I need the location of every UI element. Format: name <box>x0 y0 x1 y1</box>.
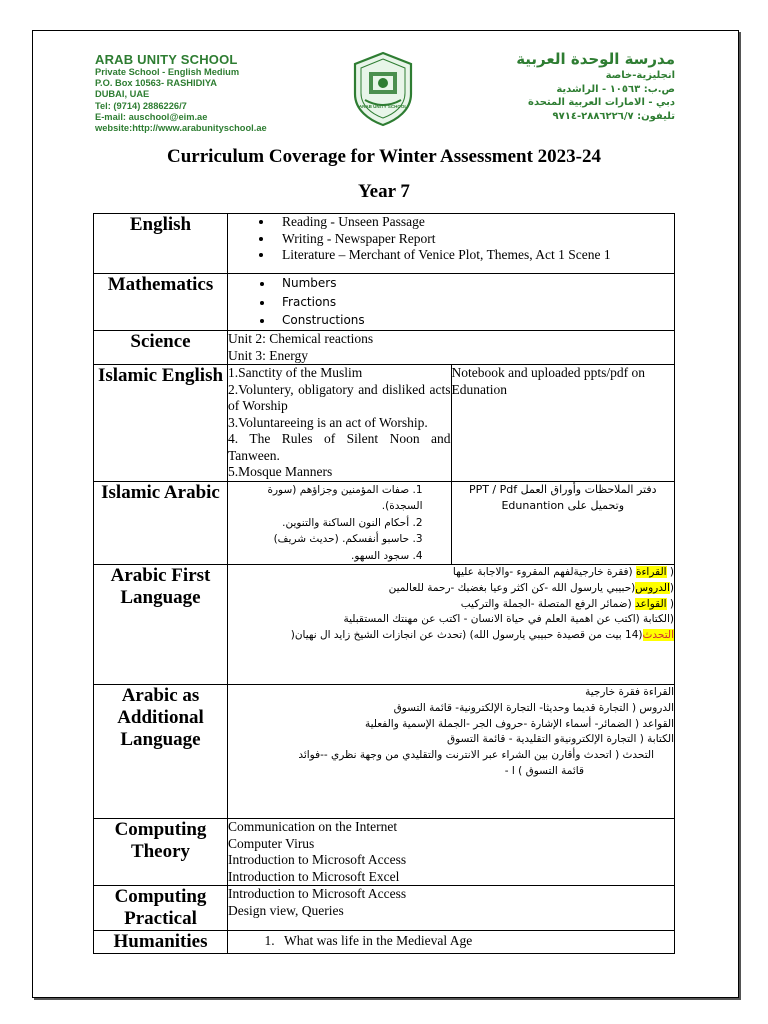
row-islamic-arabic <box>94 481 675 565</box>
topic-text: (الكتابة (اكتب عن اهمية العلم في حياة الانسان - اكتب عن مهنتك المستقبلية <box>343 613 674 626</box>
highlight-label: القواعد <box>635 597 667 610</box>
topic-line: (الدروس(حبيبي يارسول الله -كن اكثر وعيا بغضبك -رحمة للعالمين <box>388 581 674 594</box>
topic-line: 1. صفات المؤمنين وجزاؤهم (سورة السجدة). <box>267 483 423 512</box>
topic-line: ( القراءة (فقرة خارجيةلفهم المقروء -والاجابة عليها <box>452 566 674 578</box>
header-line-ar: ص.ب: ١٠٥٦٣ - الراشدية <box>556 83 675 95</box>
topic-line: 2.Voluntery, obligatory and disliked acts of Worship <box>228 381 451 413</box>
subject-content <box>228 565 675 685</box>
topic-line: Introduction to Microsoft Access <box>228 886 407 901</box>
topic-line: القراءة فقرة خارجية <box>585 686 674 698</box>
topic-line: 3. حاسبو أنفسكم. (حديث شريف) <box>273 533 423 545</box>
header-line: DUBAI, UAE <box>95 89 150 100</box>
header-line: E-mail: auschool@eim.ae <box>95 111 208 122</box>
resources-cell: دفتر الملاحظات وأوراق العمل PPT / Pdf وتحميل على Edunantion <box>451 481 675 565</box>
topic-text: (فقرة خارجيةلفهم المقروء -والاجابة عليها <box>452 566 636 578</box>
topic-line: Introduction to Microsoft Access <box>228 852 407 867</box>
subject-content <box>228 331 675 365</box>
topic-line: Unit 2: Chemical reactions <box>228 331 374 346</box>
topic-line: Design view, Queries <box>228 902 344 918</box>
school-name-english: ARAB UNITY SCHOOL <box>95 52 238 67</box>
subject-label: Mathematics <box>94 274 228 331</box>
subject-label: Islamic English <box>94 365 228 482</box>
topic-text: (حبيبي يارسول الله -كن اكثر وعيا بغضبك -رحمة للعالمين <box>388 581 636 594</box>
school-header-english <box>95 52 295 134</box>
topic-line: Communication on the Internet <box>228 819 398 834</box>
topic-line: 4. سجود السهو. <box>351 549 423 562</box>
topic-line: 2. أحكام النون الساكنة والتنوين. <box>282 516 423 529</box>
highlight-label: التحدث <box>642 629 674 642</box>
subject-label: Computing Practical <box>94 886 228 931</box>
subject-label: Computing Theory <box>94 819 228 886</box>
header-line: website:http://www.arabunityschool.ae <box>95 123 267 134</box>
subject-content <box>228 274 675 331</box>
topic-line <box>228 612 674 628</box>
subject-label: Arabic as Additional Language <box>94 685 228 819</box>
topic-line: Introduction to Microsoft Excel <box>228 868 400 884</box>
subject-label: English <box>94 214 228 274</box>
row-humanities <box>94 931 675 954</box>
school-crest-logo <box>349 50 417 128</box>
topic-line: 3.Voluntareeing is an act of Worship. <box>228 414 428 430</box>
row-computing-practical <box>94 886 675 931</box>
topic-line: Computer Virus <box>228 835 315 851</box>
topic-item: • Writing - Newspaper Report <box>274 231 674 248</box>
topic-item: • Numbers <box>274 274 674 293</box>
topic-text: (ضمائر الرفع المتصلة -الجملة والتركيب <box>460 597 636 610</box>
subject-content <box>228 931 675 954</box>
row-arabic-first-language <box>94 565 675 685</box>
subject-content <box>228 214 675 274</box>
header-line: P.O. Box 10563- RASHIDIYA <box>95 78 217 89</box>
row-computing-theory <box>94 819 675 886</box>
subject-content <box>228 685 675 819</box>
curriculum-table <box>93 213 675 954</box>
topic-line: 5.Mosque Manners <box>228 464 333 479</box>
topic-line: الدروس ( التجارة قديما وحديثا- التجارة الإلكترونية- قائمة التسوق <box>393 701 674 714</box>
school-name-arabic: مدرسة الوحدة العربية <box>516 50 675 68</box>
school-header-arabic <box>490 50 675 123</box>
header-line-ar: انجليزية-خاصة <box>605 70 675 81</box>
topic-line <box>228 628 674 644</box>
topic-line: القواعد ( الضمائر- أسماء الإشارة -حروف الجر -الجملة الإسمية والفعلية <box>364 717 674 730</box>
row-english <box>94 214 675 274</box>
subject-label: Science <box>94 331 228 365</box>
topic-line: 4. The Rules of Silent Noon and Tanween. <box>228 431 451 463</box>
header-line: Private School - English Medium <box>95 67 240 77</box>
document-subtitle: Year 7 <box>358 181 410 202</box>
topic-line: 1.Sanctity of the Muslim <box>228 365 363 380</box>
subject-label: Islamic Arabic <box>94 481 228 565</box>
header-line-ar: تليفون: ٢٨٨٦٢٢٦/٧-٩٧١٤ <box>552 110 675 122</box>
topic-text: (14 بيت من قصيدة حبيبي يارسول الله) (تحدث عن انجازات الشيخ زايد ال نهيان( <box>290 629 643 642</box>
logo-text: ARAB UNITY SCHOOL <box>358 104 408 109</box>
topic-item: • Reading - Unseen Passage <box>274 214 674 231</box>
subject-content <box>228 365 452 482</box>
subject-label: Arabic First Language <box>94 565 228 685</box>
topic-item: • Constructions <box>274 311 674 330</box>
header-line-ar: دبي - الامارات العربية المتحدة <box>528 97 675 108</box>
subject-content <box>228 481 452 565</box>
subject-content <box>228 886 675 931</box>
highlight-label: الدروس <box>635 581 670 594</box>
header-line: Tel: (9714) 2886226/7 <box>95 100 187 111</box>
row-islamic-english <box>94 365 675 482</box>
row-mathematics <box>94 274 675 331</box>
row-arabic-additional-language <box>94 685 675 819</box>
row-science <box>94 331 675 365</box>
topic-item: 1. What was life in the Medieval Age <box>278 933 674 950</box>
topic-item: • Fractions <box>274 293 674 312</box>
topic-item: • Literature – Merchant of Venice Plot, Themes, Act 1 Scene 1 <box>274 247 674 264</box>
highlight-label: القراءة <box>635 566 667 578</box>
topic-line: Unit 3: Energy <box>228 347 308 363</box>
topic-line: قائمة التسوق ) ا - <box>504 764 584 777</box>
subject-label: Humanities <box>94 931 228 954</box>
topic-line: الكتابة ( التجارة الإلكترونيةو التقليدية - قائمة التسوق <box>446 733 674 746</box>
topic-line: ( القواعد (ضمائر الرفع المتصلة -الجملة والتركيب <box>460 597 674 610</box>
resources-cell: Notebook and uploaded ppts/pdf on Edunation <box>451 365 675 482</box>
subject-content <box>228 819 675 886</box>
document-title: Curriculum Coverage for Winter Assessment 2023-24 <box>167 146 601 167</box>
topic-line: التحدث ( اتحدث وأقارن بين الشراء عبر الانترنت والتقليدي من وجهة نظري --فوائد <box>298 749 654 762</box>
